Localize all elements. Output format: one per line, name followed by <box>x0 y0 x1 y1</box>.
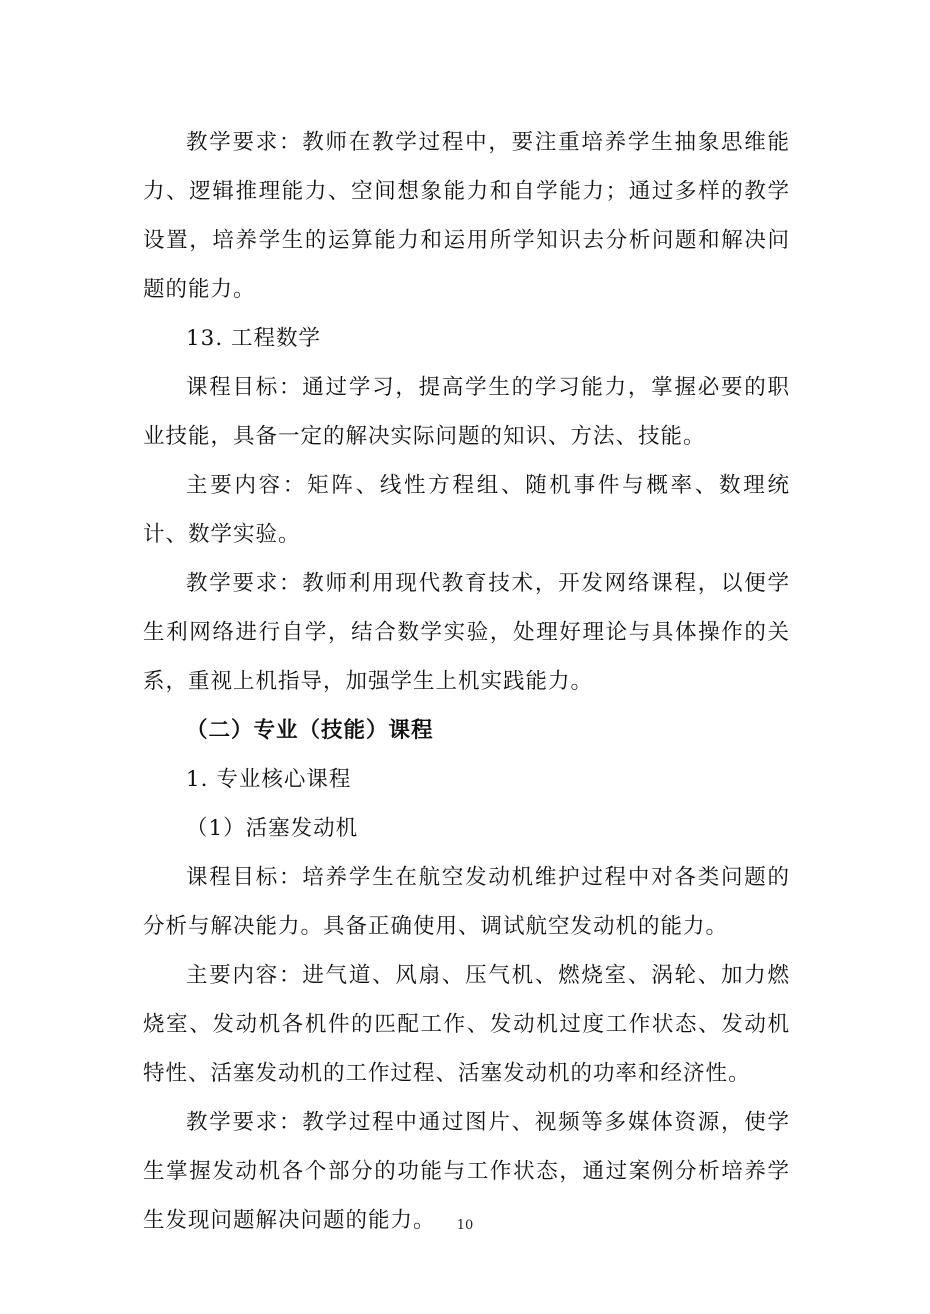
heading-piston-engine: （1）活塞发动机 <box>186 816 359 841</box>
paragraph-course-objective-math: 课程目标：通过学习，提高学生的学习能力，掌握必要的职业技能，具备一定的解决实际问题的知识、方法、技能。 <box>143 375 790 449</box>
paragraph-main-content-math: 主要内容：矩阵、线性方程组、随机事件与概率、数理统计、数学实验。 <box>143 473 790 547</box>
paragraph-course-objective-engine: 课程目标：培养学生在航空发动机维护过程中对各类问题的分析与解决能力。具备正确使用、调试航空发动机的能力。 <box>143 865 790 939</box>
heading-core-courses: 1. 专业核心课程 <box>186 767 352 792</box>
paragraph-teaching-requirements-engine: 教学要求：教学过程中通过图片、视频等多媒体资源，使学生掌握发动机各个部分的功能与工作状态，通过案例分析培养学生发现问题解决问题的能力。 <box>143 1110 790 1233</box>
paragraph-main-content-engine: 主要内容：进气道、风扇、压气机、燃烧室、涡轮、加力燃烧室、发动机各机件的匹配工作、发动机过度工作状态、发动机特性、活塞发动机的工作过程、活塞发动机的功率和经济性。 <box>143 963 790 1086</box>
page-body <box>143 118 790 1245</box>
heading-professional-courses: （二）专业（技能）课程 <box>186 718 434 743</box>
heading-engineering-math: 13. 工程数学 <box>186 326 322 351</box>
paragraph-teaching-requirements-math: 教学要求：教师利用现代教育技术，开发网络课程，以便学生利网络进行自学，结合数学实验，处理好理论与具体操作的关系，重视上机指导，加强学生上机实践能力。 <box>143 571 790 694</box>
page-number: 10 <box>456 1218 474 1233</box>
paragraph-teaching-requirements-1: 教学要求：教师在教学过程中，要注重培养学生抽象思维能力、逻辑推理能力、空间想象能力和自学能力；通过多样的教学设置，培养学生的运算能力和运用所学知识去分析问题和解决问题的能力。 <box>143 130 790 302</box>
